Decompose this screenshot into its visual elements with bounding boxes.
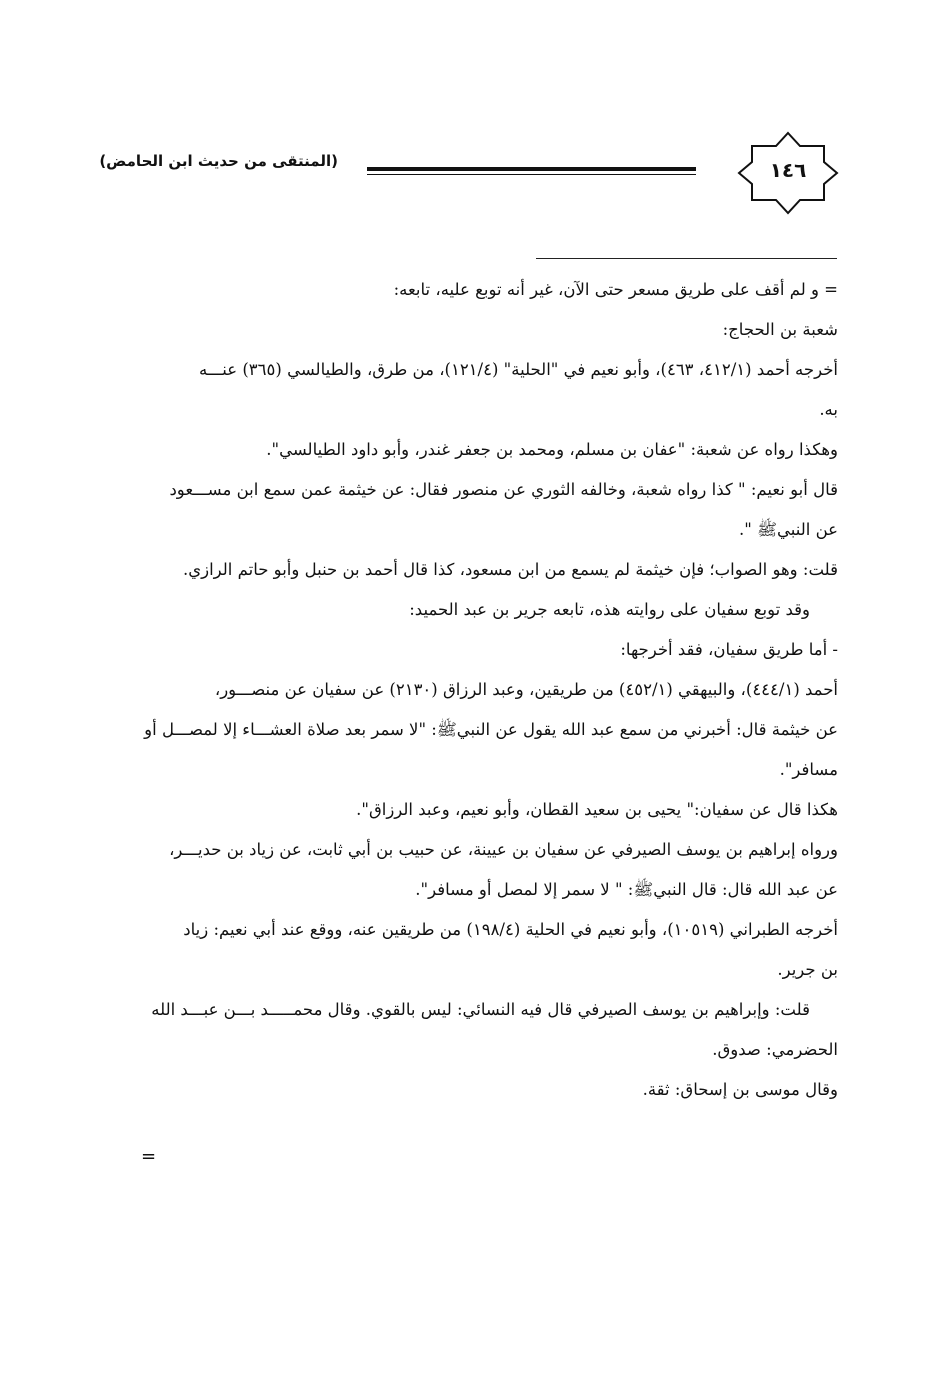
text-line: - أما طريق سفيان، فقد أخرجها: [620, 640, 838, 659]
page-header [0, 130, 938, 220]
text-line: بن جرير. [777, 960, 838, 979]
continuation-mark: = [141, 1146, 157, 1167]
header-rule-thick [367, 167, 696, 171]
header-rule-thin [367, 174, 696, 175]
page-number-badge [736, 130, 840, 216]
text-line: عن عبد الله قال: قال النبيﷺ: " لا سمر إلا لمصل أو مسافر". [415, 880, 838, 899]
page-number: ١٤٦ [769, 158, 807, 182]
footnote-separator [536, 258, 837, 259]
text-line: وهكذا رواه عن شعبة: "عفان بن مسلم، ومحمد بن جعفر غندر، وأبو داود الطيالسي". [266, 440, 838, 459]
footnote-text [86, 270, 838, 1110]
text-line: قلت: وهو الصواب؛ فإن خيثمة لم يسمع من ابن مسعود، كذا قال أحمد بن حنبل وأبو حاتم الرازي. [182, 560, 838, 579]
text-line: = و لم أقف على طريق مسعر حتى الآن، غير أنه توبع عليه، تابعه: [393, 280, 838, 299]
text-line: أخرجه الطبراني (١٠٥١٩)، وأبو نعيم في الحلية (١٩٨/٤) من طريقين عنه، ووقع عند أبي نعيم: زياد [183, 920, 838, 939]
text-line: أخرجه أحمد (٤١٢/١، ٤٦٣)، وأبو نعيم في "الحلية" (١٢١/٤)، من طرق، والطيالسي (٣٦٥) عنـــه [198, 360, 838, 379]
text-line: أحمد (٤٤٤/١)، والبيهقي (٤٥٢/١) من طريقين، وعبد الرزاق (٢١٣٠) عن سفيان عن منصـــور، [214, 680, 838, 699]
text-line: عن النبيﷺ ". [739, 520, 838, 539]
running-title: (المنتقى من حديث ابن الحامض) [99, 152, 338, 170]
text-line: هكذا قال عن سفيان:" يحيى بن سعيد القطان، وأبو نعيم، وعبد الرزاق". [356, 800, 838, 819]
text-line: وقد توبع سفيان على روايته هذه، تابعه جرير بن عبد الحميد: [409, 600, 810, 619]
text-line: قال أبو نعيم: " كذا رواه شعبة، وخالفه الثوري عن منصور فقال: عن خيثمة عمن سمع ابن مســـعود [169, 480, 838, 499]
text-line: قلت: وإبراهيم بن يوسف الصيرفي قال فيه النسائي: ليس بالقوي. وقال محمـــــد بـــن عبـــد الله [151, 1000, 810, 1019]
text-line: ورواه إبراهيم بن يوسف الصيرفي عن سفيان بن عيينة، عن حبيب بن أبي ثابت، عن زياد بن حديـــر، [169, 840, 838, 859]
text-line: الحضرمي: صدوق. [712, 1040, 838, 1059]
text-line: به. [819, 400, 838, 419]
text-line: مسافر". [779, 760, 838, 779]
text-line: وقال موسى بن إسحاق: ثقة. [642, 1080, 838, 1099]
text-line: شعبة بن الحجاج: [722, 320, 838, 339]
text-line: عن خيثمة قال: أخبرني من سمع عبد الله يقول عن النبيﷺ: "لا سمر بعد صلاة العشـــاء إلا لمصـــل أو [144, 720, 838, 739]
